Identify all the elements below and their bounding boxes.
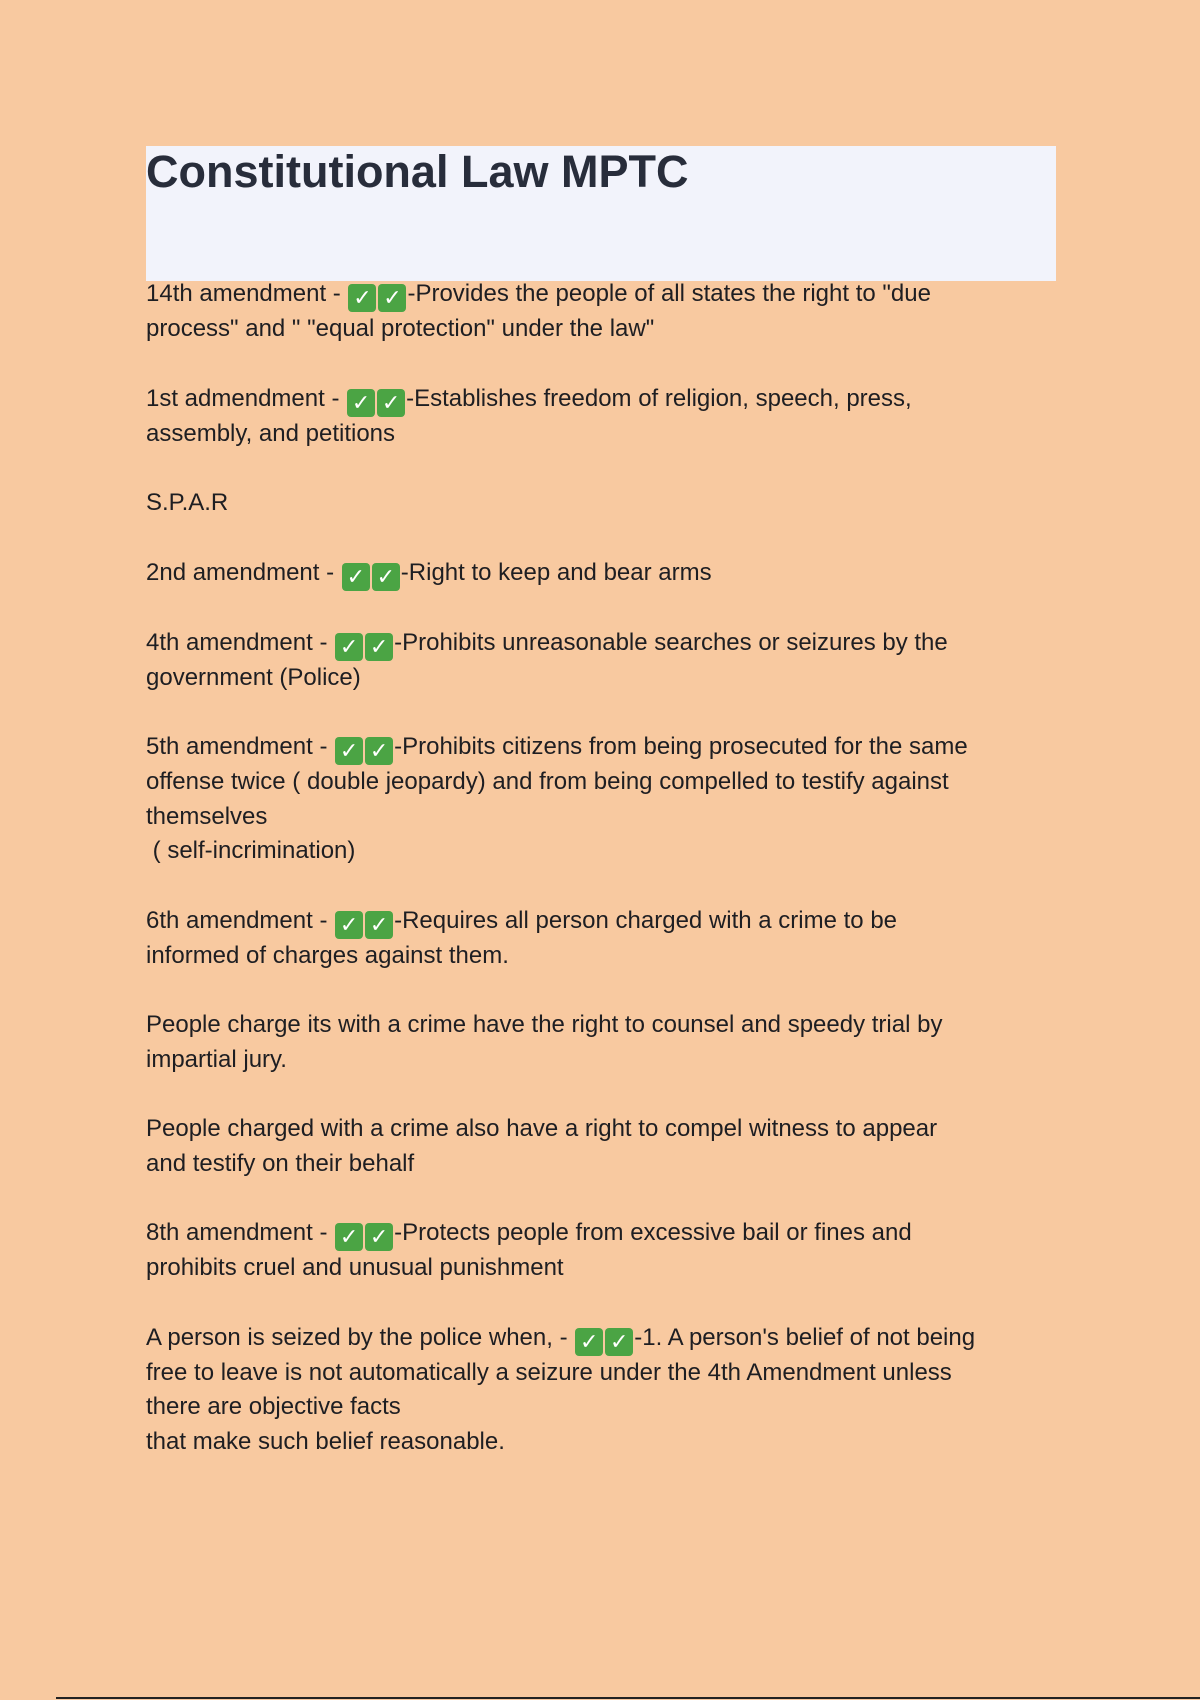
flashcard-term: 4th amendment - <box>146 628 335 656</box>
flashcard-term: 14th amendment - <box>146 280 348 307</box>
check-mark-icon: ✓ <box>365 1223 393 1251</box>
check-mark-icon: ✓ <box>575 1328 603 1356</box>
check-mark-icon: ✓ <box>365 911 393 939</box>
check-mark-icon: ✓ <box>335 911 363 939</box>
flashcard-first-line <box>146 277 1066 312</box>
flashcard-continuation-line: themselves <box>146 802 268 830</box>
check-mark-icon: ✓ <box>335 1223 363 1251</box>
flashcard-definition: -1. A person's belief of not being <box>634 1323 976 1351</box>
flashcard-definition: -Establishes freedom of religion, speech, press, <box>406 384 912 412</box>
flashcard-continuation-line: prohibits cruel and unusual punishment <box>146 1254 564 1281</box>
flashcard-term: People charged with a crime also have a right to compel witness to appear <box>146 1115 938 1142</box>
flashcard-definition: -Protects people from excessive bail or fines and <box>394 1219 912 1246</box>
flashcard-first-line <box>146 730 1066 765</box>
footer-divider <box>56 1697 1200 1699</box>
flashcard-continuation-line: and testify on their behalf <box>146 1149 415 1177</box>
flashcard-first-line <box>146 626 1066 661</box>
flashcard-list <box>146 277 1066 1494</box>
check-mark-icon: ✓ <box>605 1328 633 1356</box>
flashcard-definition: -Prohibits citizens from being prosecuted for the same <box>394 733 968 760</box>
flashcard-continuation-line: process" and " "equal protection" under the law" <box>146 315 655 342</box>
flashcard-continuation-line: assembly, and petitions <box>146 419 396 447</box>
title-box <box>146 146 1056 281</box>
flashcard-continuation-line: offense twice ( double jeopardy) and from being compelled to testify against <box>146 768 949 795</box>
flashcard-item <box>146 486 1066 521</box>
flashcard-definition: -Requires all person charged with a crime to be <box>394 906 898 934</box>
flashcard-first-line <box>146 904 1066 939</box>
check-mark-icon: ✓ <box>378 284 406 312</box>
flashcard-item <box>146 1112 1066 1181</box>
check-mark-icon: ✓ <box>347 389 375 417</box>
flashcard-item <box>146 1008 1066 1077</box>
flashcard-continuation-line: that make such belief reasonable. <box>146 1427 505 1455</box>
flashcard-continuation-line: ( self-incrimination) <box>146 837 356 864</box>
flashcard-continuation-line: there are objective facts <box>146 1393 401 1420</box>
flashcard-term: 2nd amendment - <box>146 558 341 586</box>
check-mark-icon: ✓ <box>377 389 405 417</box>
flashcard-first-line <box>146 1321 1066 1356</box>
flashcard-first-line <box>146 556 1066 591</box>
flashcard-first-line <box>146 382 1066 417</box>
flashcard-continuation-line: impartial jury. <box>146 1045 287 1073</box>
flashcard-term: S.P.A.R <box>146 489 229 516</box>
flashcard-first-line <box>146 486 1066 521</box>
check-mark-icon: ✓ <box>342 563 370 591</box>
flashcard-item <box>146 277 1066 347</box>
flashcard-first-line <box>146 1112 1066 1147</box>
flashcard-term: 6th amendment - <box>146 906 335 934</box>
check-mark-icon: ✓ <box>372 563 400 591</box>
flashcard-item <box>146 382 1066 452</box>
flashcard-first-line <box>146 1008 1066 1043</box>
flashcard-item <box>146 1321 1066 1460</box>
check-mark-icon: ✓ <box>365 633 393 661</box>
check-mark-icon: ✓ <box>335 633 363 661</box>
flashcard-continuation-line: free to leave is not automatically a seizure under the 4th Amendment unless <box>146 1358 952 1386</box>
flashcard-item <box>146 556 1066 591</box>
check-mark-icon: ✓ <box>365 737 393 765</box>
flashcard-first-line <box>146 1216 1066 1251</box>
flashcard-item <box>146 904 1066 974</box>
flashcard-definition: -Prohibits unreasonable searches or seizures by the <box>394 628 948 656</box>
flashcard-term: A person is seized by the police when, - <box>146 1323 575 1351</box>
page-title: Constitutional Law MPTC <box>146 146 689 197</box>
flashcard-item <box>146 626 1066 696</box>
check-mark-icon: ✓ <box>348 284 376 312</box>
flashcard-item <box>146 1216 1066 1286</box>
check-mark-icon: ✓ <box>335 737 363 765</box>
flashcard-term: 1st admendment - <box>146 384 347 412</box>
flashcard-term: People charge its with a crime have the right to counsel and speedy trial by <box>146 1011 943 1038</box>
flashcard-continuation-line: informed of charges against them. <box>146 941 509 969</box>
flashcard-definition: -Right to keep and bear arms <box>400 558 712 586</box>
flashcard-term: 8th amendment - <box>146 1219 335 1246</box>
flashcard-continuation-line: government (Police) <box>146 663 361 691</box>
flashcard-item <box>146 730 1066 869</box>
flashcard-definition: -Provides the people of all states the right to "due <box>407 280 931 307</box>
flashcard-term: 5th amendment - <box>146 733 335 760</box>
